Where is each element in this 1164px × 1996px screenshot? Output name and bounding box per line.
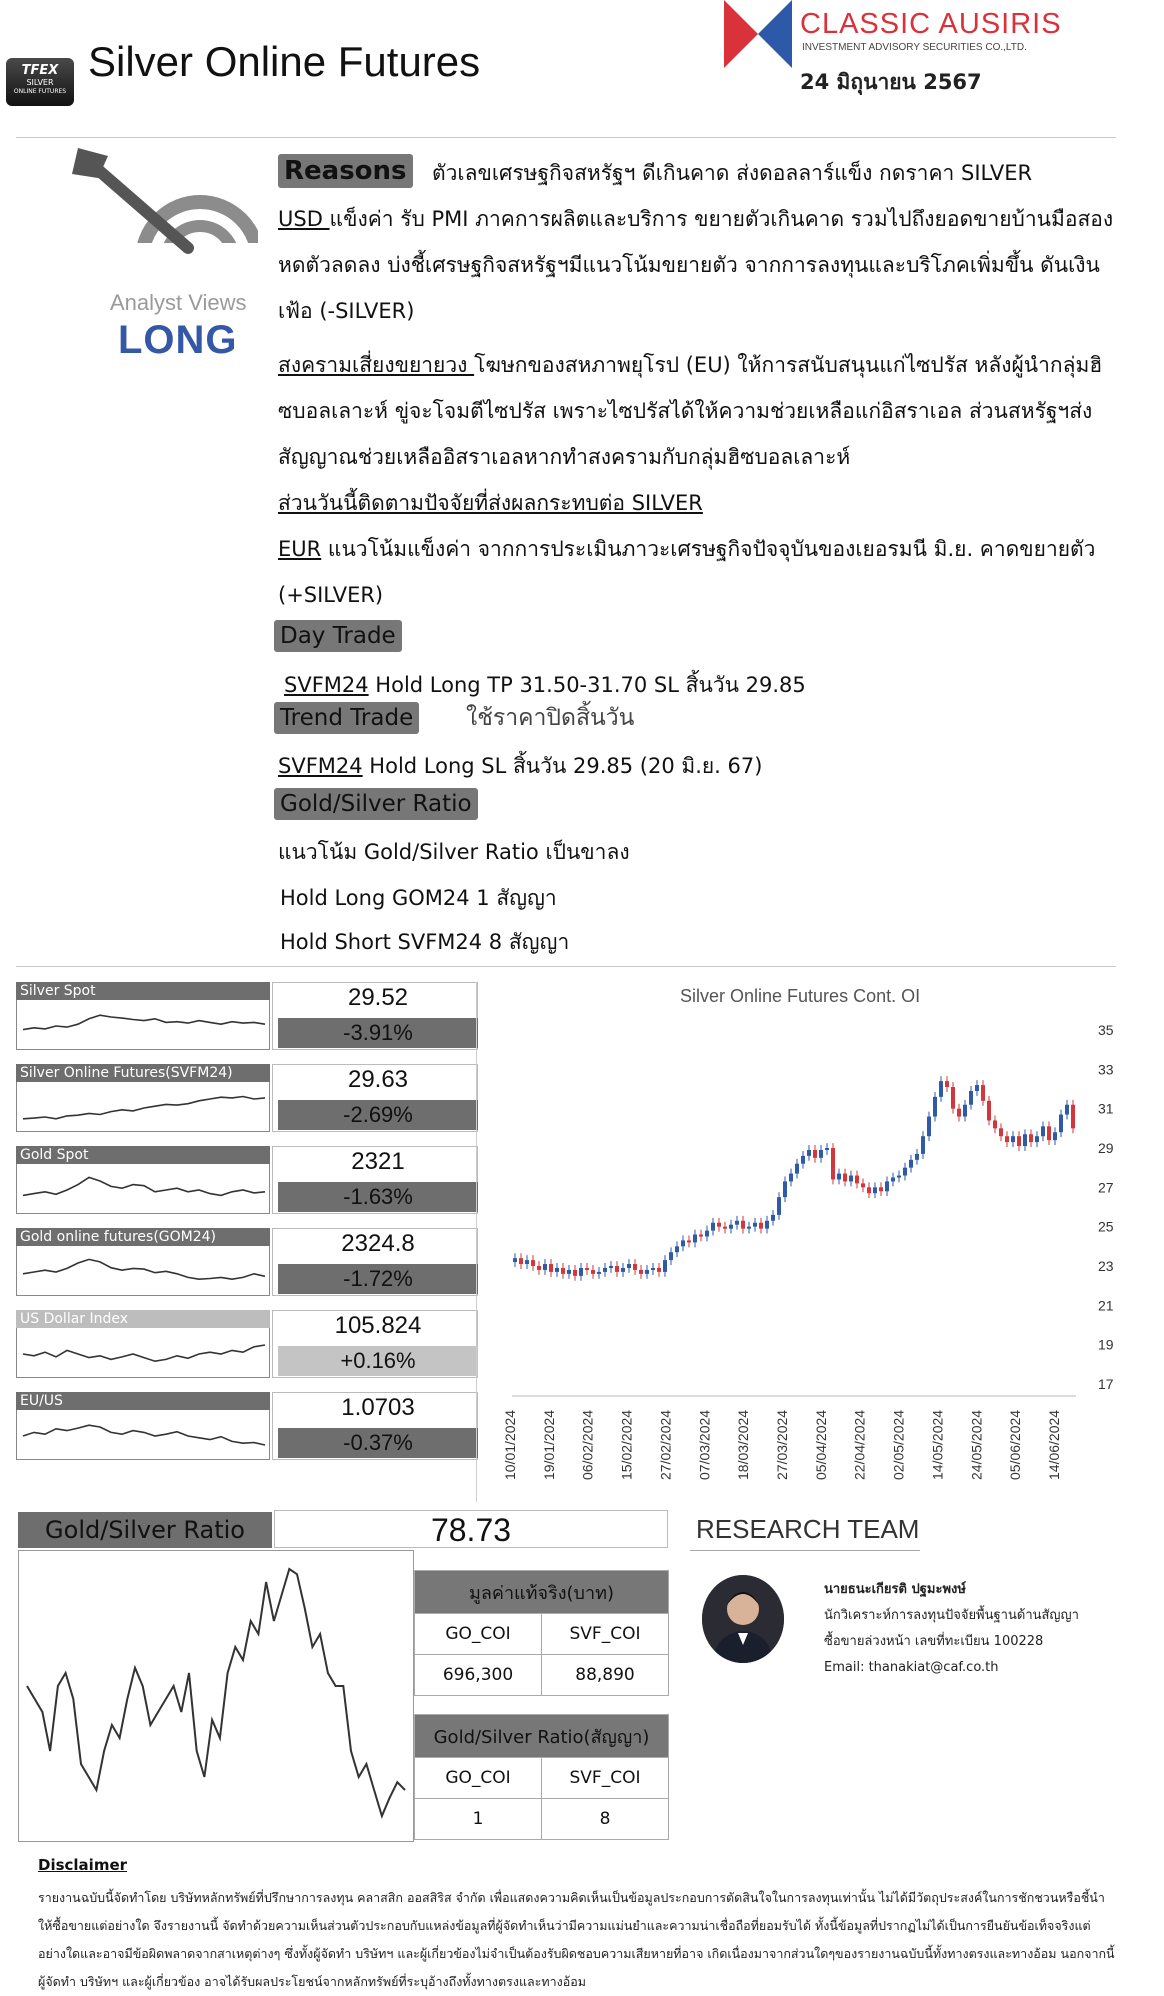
table-cell: 8 <box>542 1799 669 1840</box>
sparkline-path <box>23 1015 265 1029</box>
tile-sparkline <box>16 1000 270 1050</box>
header-divider <box>16 137 1116 138</box>
day-trade-text: Hold Long TP 31.50-31.70 SL สิ้นวัน 29.85 <box>368 673 806 697</box>
y-tick-label: 35 <box>1098 1022 1114 1038</box>
x-tick-label: 07/03/2024 <box>696 1409 713 1480</box>
candle-body <box>1041 1126 1045 1136</box>
tile-value: 29.52 <box>347 984 409 1011</box>
candle-body <box>939 1081 943 1097</box>
trend-trade-text: Hold Long SL สิ้นวัน 29.85 (20 มิ.ย. 67) <box>362 754 763 778</box>
table-col: GO_COI <box>415 1758 542 1799</box>
candle-body <box>561 1268 565 1274</box>
tile-sparkline <box>16 1328 270 1378</box>
candle-body <box>909 1160 913 1168</box>
war-tag: สงครามเสี่ยงขยายวง <box>278 353 475 377</box>
candle-body <box>573 1270 577 1276</box>
trend-trade-line <box>278 743 762 789</box>
candle-body <box>927 1117 931 1137</box>
candle-body <box>969 1091 973 1105</box>
sparkline-path <box>23 1097 265 1119</box>
reason-line: สัญญาณช่วยเหลืออิสราเอลหากทำสงครามกับกลุ่มฮิซบอลเลาะห์ <box>278 445 851 469</box>
candle-body <box>513 1258 517 1262</box>
candle-body <box>633 1264 637 1270</box>
candle-body <box>1065 1105 1069 1115</box>
trend-trade-pill: Trend Trade <box>274 702 419 734</box>
gs-ratio-pill: Gold/Silver Ratio <box>274 788 478 820</box>
brand-logo-icon <box>724 0 792 68</box>
candle-body <box>975 1085 979 1091</box>
candle-body <box>963 1105 967 1117</box>
tile-sparkline <box>16 1246 270 1296</box>
gs-ratio-sparkline <box>18 1550 414 1842</box>
tile-change: +0.16% <box>278 1346 478 1376</box>
x-tick-label: 10/01/2024 <box>502 1409 518 1480</box>
candle-body <box>639 1270 643 1274</box>
target-dart-icon <box>68 148 258 298</box>
candle-body <box>819 1150 823 1158</box>
candle-body <box>807 1150 811 1156</box>
candle-body <box>765 1221 769 1229</box>
candlestick-chart <box>476 1000 1136 1500</box>
candle-body <box>597 1272 601 1274</box>
candle-body <box>669 1252 673 1260</box>
candle-body <box>825 1148 829 1150</box>
tile-label: Gold online futures(GOM24) <box>16 1228 270 1246</box>
analyst-role: นักวิเคราะห์การลงทุนปัจจัยพื้นฐานด้านสัญญา <box>824 1608 1079 1623</box>
candle-body <box>921 1136 925 1154</box>
x-tick-label: 05/06/2024 <box>1007 1409 1024 1480</box>
candle-body <box>1059 1115 1063 1133</box>
gs-ratio-line: Hold Short SVFM24 8 สัญญา <box>280 930 570 954</box>
tile-sparkline <box>16 1082 270 1132</box>
chart-title: Silver Online Futures Cont. OI <box>680 986 921 1006</box>
candle-body <box>1047 1126 1051 1140</box>
x-tick-label: 14/06/2024 <box>1046 1409 1062 1480</box>
y-tick-label: 29 <box>1098 1140 1114 1156</box>
reasons-pill: Reasons <box>278 154 413 188</box>
analyst-email: Email: thanakiat@caf.co.th <box>824 1660 999 1675</box>
x-tick-label: 06/02/2024 <box>579 1409 596 1480</box>
y-tick-label: 17 <box>1098 1376 1114 1392</box>
candle-body <box>831 1148 835 1179</box>
candle-body <box>789 1174 793 1182</box>
candle-body <box>993 1120 997 1128</box>
candle-body <box>645 1270 649 1274</box>
table-cell: 696,300 <box>415 1655 542 1696</box>
brand-name: CLASSIC AUSIRIS <box>800 8 1062 40</box>
candle-body <box>1029 1134 1033 1142</box>
tile-sparkline <box>16 1164 270 1214</box>
candle-body <box>933 1097 937 1117</box>
candle-body <box>753 1223 757 1227</box>
candle-body <box>777 1197 781 1215</box>
candle-body <box>813 1150 817 1158</box>
y-tick-label: 31 <box>1098 1100 1114 1117</box>
candle-body <box>915 1154 919 1160</box>
candle-body <box>957 1109 961 1117</box>
usd-tag: USD <box>278 207 330 231</box>
y-tick-label: 23 <box>1098 1258 1114 1274</box>
reason-line: (+SILVER) <box>278 583 384 607</box>
tile-change: -1.72% <box>278 1264 478 1294</box>
analyst-avatar <box>702 1575 784 1663</box>
candle-body <box>729 1225 733 1229</box>
sparkline-path <box>23 1259 265 1279</box>
candle-body <box>1017 1136 1021 1146</box>
reason-line: ซบอลเลาะห์ ขู่จะโจมตีไซปรัส เพราะไซปรัสได้ให้ความช่วยเหลือแก่อิสราเอล ส่วนสหรัฐฯส่ง <box>278 399 1093 423</box>
day-trade-pill: Day Trade <box>274 620 402 652</box>
person-icon <box>702 1575 784 1663</box>
reason-line: ตัวเลขเศรษฐกิจสหรัฐฯ ดีเกินคาด ส่งดอลลาร์แข็ง กดราคา SILVER <box>432 161 1033 185</box>
candle-body <box>873 1187 877 1193</box>
market-tile <box>16 1392 478 1460</box>
tile-value: 105.824 <box>334 1312 422 1339</box>
reason-text: โฆษกของสหภาพยุโรป (EU) ให้การสนับสนุนแก่ไซปรัส หลังผู้นำกลุ่มฮิ <box>474 353 1103 377</box>
candle-body <box>1023 1134 1027 1146</box>
table-col: SVF_COI <box>542 1614 669 1655</box>
candle-body <box>891 1178 895 1182</box>
tile-change: -0.37% <box>278 1428 478 1458</box>
candle-body <box>987 1101 991 1121</box>
analyst-recommendation: LONG <box>118 318 238 362</box>
candle-body <box>615 1266 619 1272</box>
candle-body <box>801 1156 805 1164</box>
candle-body <box>897 1176 901 1178</box>
reason-text: แข็งค่า รับ PMI ภาคการผลิตและบริการ ขยายตัวเกินคาด รวมไปถึงยอดขายบ้านมือสอง <box>329 207 1114 231</box>
analyst-views-label: Analyst Views <box>110 290 247 315</box>
candle-body <box>621 1268 625 1272</box>
y-tick-label: 33 <box>1098 1061 1114 1078</box>
x-tick-label: 18/03/2024 <box>735 1409 752 1480</box>
market-tile <box>16 1146 478 1214</box>
table-col: GO_COI <box>415 1614 542 1655</box>
table-col: SVF_COI <box>542 1758 669 1799</box>
tile-value: 29.63 <box>347 1066 409 1093</box>
gs-ratio-line: Hold Long GOM24 1 สัญญา <box>280 886 557 910</box>
table-header: Gold/Silver Ratio(สัญญา) <box>415 1715 669 1758</box>
tile-value: 2321 <box>351 1148 405 1175</box>
trend-trade-note: ใช้ราคาปิดสิ้นวัน <box>466 705 635 731</box>
gs-ratio-line: แนวโน้ม Gold/Silver Ratio เป็นขาลง <box>278 840 630 864</box>
candle-body <box>519 1258 523 1264</box>
candle-body <box>903 1168 907 1176</box>
candle-body <box>603 1268 607 1272</box>
tile-change: -3.91% <box>278 1018 478 1048</box>
reason-line <box>278 526 1095 572</box>
gs-ratio-value: 78.73 <box>274 1510 668 1548</box>
tfex-logo <box>6 58 74 106</box>
chart-divider <box>476 982 477 1502</box>
report-date: 24 มิถุนายน 2567 <box>800 70 982 94</box>
tile-value: 2324.8 <box>341 1230 415 1257</box>
reason-line <box>278 196 1113 242</box>
sparkline-path <box>23 1177 265 1195</box>
logo-text: TFEX <box>21 63 59 78</box>
y-tick-label: 19 <box>1098 1336 1114 1353</box>
candle-body <box>1005 1136 1009 1142</box>
analyst-name: นายธนะเกียรติ ปฐมะพงษ์ <box>824 1582 966 1597</box>
x-tick-label: 14/05/2024 <box>929 1409 946 1480</box>
candle-body <box>591 1270 595 1274</box>
candle-body <box>549 1264 553 1272</box>
tile-label: US Dollar Index <box>16 1310 270 1328</box>
logo-sub: SILVER <box>26 78 54 87</box>
market-tile <box>16 1064 478 1132</box>
x-tick-label: 27/03/2024 <box>774 1409 790 1480</box>
eur-tag: EUR <box>278 537 322 561</box>
section-divider <box>16 966 1116 967</box>
x-tick-label: 15/02/2024 <box>618 1409 635 1480</box>
candle-body <box>945 1081 949 1087</box>
candle-body <box>555 1268 559 1272</box>
gs-ratio-label: Gold/Silver Ratio <box>18 1512 272 1548</box>
table-cell: 88,890 <box>542 1655 669 1696</box>
candle-body <box>741 1221 745 1229</box>
candle-body <box>759 1223 763 1229</box>
disclaimer-title: Disclaimer <box>38 1856 128 1874</box>
analyst-license: ซื้อขายล่วงหน้า เลขที่ทะเบียน 100228 <box>824 1634 1044 1649</box>
brand-subtitle: INVESTMENT ADVISORY SECURITIES CO.,LTD. <box>802 42 1027 53</box>
reason-line <box>278 342 1102 388</box>
candle-body <box>723 1227 727 1229</box>
candle-body <box>717 1223 721 1227</box>
ratio-line <box>27 1569 405 1816</box>
x-tick-label: 24/05/2024 <box>968 1409 985 1480</box>
sparkline-path <box>23 1345 265 1361</box>
candle-body <box>657 1268 661 1272</box>
candle-body <box>747 1227 751 1229</box>
candle-body <box>675 1246 679 1252</box>
reason-line: ส่วนวันนี้ติดตามปัจจัยที่ส่งผลกระทบต่อ SILVER <box>278 491 703 515</box>
tile-label: EU/US <box>16 1392 270 1410</box>
x-tick-label: 27/02/2024 <box>657 1409 674 1480</box>
candle-body <box>999 1128 1003 1136</box>
candle-body <box>783 1181 787 1197</box>
candle-body <box>1053 1132 1057 1140</box>
market-tile <box>16 1228 478 1296</box>
candle-body <box>855 1176 859 1184</box>
market-tile <box>16 1310 478 1378</box>
candle-body <box>861 1183 865 1187</box>
reason-line: หดตัวลดลง บ่งชี้เศรษฐกิจสหรัฐฯมีแนวโน้มขยายตัว จากการลงทุนและบริโภคเพิ่มขึ้น ดันเงิน <box>278 253 1100 277</box>
candle-body <box>879 1187 883 1191</box>
candle-body <box>735 1221 739 1225</box>
candle-body <box>693 1235 697 1243</box>
tile-change: -2.69% <box>278 1100 478 1130</box>
candle-body <box>795 1164 799 1174</box>
market-tile <box>16 982 478 1050</box>
tile-sparkline <box>16 1410 270 1460</box>
candle-body <box>627 1264 631 1268</box>
candle-body <box>771 1215 775 1221</box>
candle-body <box>531 1260 535 1266</box>
candle-body <box>681 1240 685 1246</box>
logo-sub2: ONLINE FUTURES <box>13 88 67 95</box>
candle-body <box>567 1270 571 1274</box>
table-header: มูลค่าแท้จริง(บาท) <box>415 1571 669 1614</box>
tile-label: Silver Online Futures(SVFM24) <box>16 1064 270 1082</box>
tile-label: Gold Spot <box>16 1146 270 1164</box>
day-trade-symbol: SVFM24 <box>284 673 369 697</box>
candle-body <box>867 1187 871 1193</box>
candle-body <box>579 1268 583 1276</box>
x-tick-label: 05/04/2024 <box>812 1409 829 1480</box>
candle-body <box>981 1085 985 1101</box>
candle-body <box>525 1260 529 1264</box>
disclaimer-text: รายงานฉบับนี้จัดทำโดย บริษัทหลักทรัพย์ที่ปรึกษาการลงทุน คลาสสิก ออสสิริส จำกัด เพื่อแสดงความคิดเห็นเป็นข้อมูลประกอบการตัดสินใจในการลงทุนเท่านั้น ไม่ได้มีวัตถุประสงค์ในการชักชวนหรือชี้นำให้ซื้อขายแต่อย่างใด จึงรายงานนี้ จัดทำด้วยความเห็นส่วนตัวประกอบกับแหล่งข้อมูลที่ผู้จัดทำเห็นว่ามีความแม่นยำและความน่าเชื่อถือที่ยอมรับได้ ทั้งนี้ข้อมูลที่ปรากฏไม่ได้เป็นการยืนยันข้อเท็จจริงแต่อย่างใดและอาจมีข้อผิดพลาดจากสาเหตุต่างๆ ซึ่งทั้งผู้จัดทำ บริษัทฯ และผู้เกี่ยวข้องไม่จำเป็นต้องรับผิดชอบความเสียหายที่อาจ เกิดเนื่องมาจากส่วนใดๆของรายงานฉบับนี้ทั้งทางตรงและทางอ้อม นอกจากนี้ผู้จัดทำ บริษัทฯ และผู้เกี่ยวข้อง อาจได้รับผลประโยชน์จากหลักทรัพย์ที่ระบุอ้างถึงทั้งทางตรงและทางอ้อม <box>38 1890 1115 1989</box>
candle-body <box>843 1174 847 1182</box>
research-team-title: RESEARCH TEAM <box>696 1514 920 1544</box>
candle-body <box>651 1268 655 1270</box>
candle-body <box>687 1240 691 1242</box>
candle-body <box>951 1087 955 1109</box>
candle-body <box>663 1260 667 1272</box>
candle-body <box>705 1231 709 1237</box>
candle-body <box>585 1268 589 1270</box>
candle-body <box>609 1266 613 1268</box>
tile-value: 1.0703 <box>341 1394 415 1421</box>
tile-change: -1.63% <box>278 1182 478 1212</box>
x-tick-label: 22/04/2024 <box>851 1409 868 1480</box>
candle-body <box>1035 1136 1039 1142</box>
candle-body <box>849 1176 853 1182</box>
x-tick-label: 02/05/2024 <box>890 1409 907 1480</box>
candle-body <box>711 1223 715 1231</box>
research-divider <box>690 1550 920 1551</box>
x-tick-label: 19/01/2024 <box>540 1409 557 1480</box>
candle-body <box>1011 1136 1015 1142</box>
trend-trade-symbol: SVFM24 <box>278 754 363 778</box>
candle-body <box>543 1264 547 1270</box>
candle-body <box>885 1181 889 1191</box>
tile-label: Silver Spot <box>16 982 270 1000</box>
candle-body <box>537 1266 541 1270</box>
reason-text: แนวโน้มแข็งค่า จากการประเมินภาวะเศรษฐกิจปัจจุบันของเยอรมนี มิ.ย. คาดขยายตัว <box>321 537 1096 561</box>
page-title: Silver Online Futures <box>88 38 481 85</box>
reason-line: เฟ้อ (-SILVER) <box>278 299 415 323</box>
y-tick-label: 21 <box>1098 1297 1114 1314</box>
candle-body <box>699 1235 703 1237</box>
y-tick-label: 27 <box>1098 1179 1114 1196</box>
true-value-table <box>414 1570 669 1696</box>
candle-body <box>837 1174 841 1180</box>
candle-body <box>1071 1105 1075 1129</box>
y-tick-label: 25 <box>1098 1218 1114 1235</box>
table-cell: 1 <box>415 1799 542 1840</box>
sparkline-path <box>23 1425 265 1445</box>
contract-table <box>414 1714 669 1840</box>
